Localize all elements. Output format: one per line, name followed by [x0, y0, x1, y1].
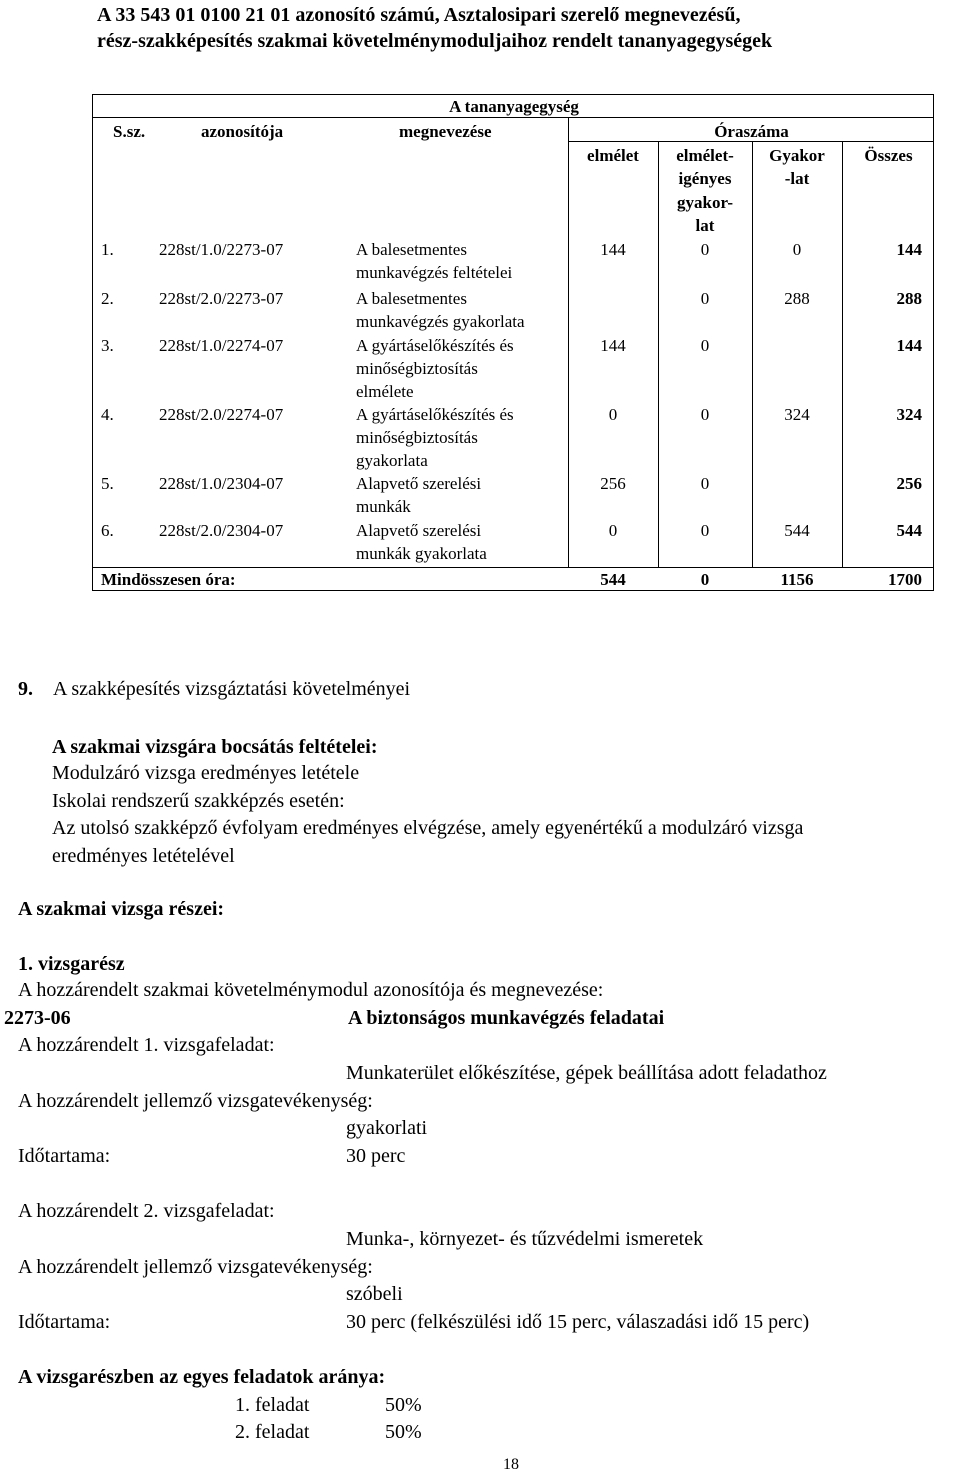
row-2-id: 228st/2.0/2273-07 — [159, 289, 284, 308]
row-5-name-1: Alapvető szerelési — [356, 474, 482, 493]
row-1-name-1: A balesetmentes — [356, 240, 467, 259]
arany-title: A vizsgarészben az egyes feladatok aránya: — [18, 1366, 386, 1388]
row-3-name-3: elmélete — [356, 382, 414, 401]
modul-code: 2273-06 — [4, 1007, 71, 1029]
table-rule — [752, 141, 753, 567]
bocsatas-line-2: Iskolai rendszerű szakképzés esetén: — [52, 790, 345, 812]
row-6-osszes: 544 — [896, 521, 922, 540]
row-3-elmeletigenyes: 0 — [700, 336, 710, 355]
row-5-elmelet: 256 — [600, 474, 626, 493]
total-label: Mindösszesen óra: — [101, 570, 236, 589]
document-title-line-2: rész-szakképesítés szakmai követelménymoduljaihoz rendelt tananyagegységek — [97, 30, 773, 52]
row-1-gyakorlat: 0 — [792, 240, 802, 259]
feladat-1-label: A hozzárendelt 1. vizsgafeladat: — [18, 1034, 275, 1056]
row-6-name-2: munkák gyakorlata — [356, 544, 487, 563]
header-ssz: S.sz. — [113, 122, 146, 141]
header-elmeletigenyes-3: gyakor- — [676, 193, 734, 212]
row-3-elmelet: 144 — [600, 336, 626, 355]
row-5-ssz: 5. — [101, 474, 114, 493]
header-elmelet: elmélet — [587, 146, 639, 165]
row-3-osszes: 144 — [896, 336, 922, 355]
row-4-elmelet: 0 — [608, 405, 618, 424]
table-rule — [93, 567, 933, 568]
row-2-name-2: munkavégzés gyakorlata — [356, 312, 525, 331]
row-2-elmeletigenyes: 0 — [700, 289, 710, 308]
row-5-osszes: 256 — [896, 474, 922, 493]
tevekenyseg-1-label: A hozzárendelt jellemző vizsgatevékenység: — [18, 1090, 373, 1112]
reszei-title: A szakmai vizsga részei: — [18, 898, 225, 920]
row-6-gyakorlat: 544 — [784, 521, 810, 540]
header-megnevezes: megnevezése — [399, 122, 492, 141]
row-4-name-2: minőségbiztosítás — [356, 428, 478, 447]
row-1-id: 228st/1.0/2273-07 — [159, 240, 284, 259]
idotartam-1-label: Időtartama: — [18, 1145, 111, 1167]
tevekenyseg-1-value: gyakorlati — [346, 1117, 428, 1139]
row-4-osszes: 324 — [896, 405, 922, 424]
page-number: 18 — [503, 1456, 519, 1473]
feladat-1-value: Munkaterület előkészítése, gépek beállítása adott feladathoz — [346, 1062, 827, 1084]
row-1-elmeletigenyes: 0 — [700, 240, 710, 259]
row-1-elmelet: 144 — [600, 240, 626, 259]
tananyag-table — [92, 94, 934, 591]
feladat-2-value: Munka-, környezet- és tűzvédelmi ismeretek — [346, 1228, 704, 1250]
row-6-name-1: Alapvető szerelési — [356, 521, 482, 540]
header-elmeletigenyes-1: elmélet- — [676, 146, 734, 165]
header-azonosito: azonosítója — [201, 122, 284, 141]
idotartam-2-value: 30 perc (felkészülési idő 15 perc, válaszadási idő 15 perc) — [346, 1311, 810, 1333]
row-5-id: 228st/1.0/2304-07 — [159, 474, 284, 493]
total-gyakorlat: 1156 — [780, 570, 814, 589]
modul-label: A hozzárendelt szakmai követelménymodul azonosítója és megnevezése: — [18, 979, 604, 1001]
tevekenyseg-2-value: szóbeli — [346, 1283, 403, 1305]
row-6-id: 228st/2.0/2304-07 — [159, 521, 284, 540]
arany-2-label: 2. feladat — [235, 1421, 310, 1443]
idotartam-2-label: Időtartama: — [18, 1311, 111, 1333]
total-osszes: 1700 — [888, 570, 922, 589]
header-gyakorlat-2: -lat — [784, 169, 810, 188]
row-3-name-1: A gyártáselőkészítés és — [356, 336, 514, 355]
row-4-ssz: 4. — [101, 405, 114, 424]
row-1-name-2: munkavégzés feltételei — [356, 263, 513, 282]
arany-2-value: 50% — [385, 1421, 422, 1443]
bocsatas-line-4: eredményes letételével — [52, 845, 235, 867]
row-1-osszes: 144 — [896, 240, 922, 259]
row-3-name-2: minőségbiztosítás — [356, 359, 478, 378]
section-heading: A szakképesítés vizsgáztatási követelményei — [53, 678, 411, 700]
idotartam-1-value: 30 perc — [346, 1145, 406, 1167]
row-4-name-3: gyakorlata — [356, 451, 428, 470]
row-2-osszes: 288 — [896, 289, 922, 308]
section-number: 9. — [18, 678, 33, 700]
arany-1-value: 50% — [385, 1394, 422, 1416]
row-2-name-1: A balesetmentes — [356, 289, 467, 308]
modul-name: A biztonságos munkavégzés feladatai — [348, 1007, 665, 1029]
row-3-ssz: 3. — [101, 336, 114, 355]
bocsatas-line-3: Az utolsó szakképző évfolyam eredményes elvégzése, amely egyenértékű a modulzáró vizsga — [52, 817, 804, 839]
row-2-gyakorlat: 288 — [784, 289, 810, 308]
row-4-elmeletigenyes: 0 — [700, 405, 710, 424]
tevekenyseg-2-label: A hozzárendelt jellemző vizsgatevékenység: — [18, 1256, 373, 1278]
row-2-ssz: 2. — [101, 289, 114, 308]
row-5-name-2: munkák — [356, 497, 411, 516]
row-4-name-1: A gyártáselőkészítés és — [356, 405, 514, 424]
total-elmelet: 544 — [600, 570, 626, 589]
row-4-id: 228st/2.0/2274-07 — [159, 405, 284, 424]
header-tananyag: A tananyagegység — [449, 97, 579, 116]
vizsgaresz-title: 1. vizsgarész — [18, 953, 125, 975]
row-6-elmelet: 0 — [608, 521, 618, 540]
arany-1-label: 1. feladat — [235, 1394, 310, 1416]
bocsatas-line-1: Modulzáró vizsga eredményes letétele — [52, 762, 360, 784]
row-4-gyakorlat: 324 — [784, 405, 810, 424]
row-6-elmeletigenyes: 0 — [700, 521, 710, 540]
row-3-id: 228st/1.0/2274-07 — [159, 336, 284, 355]
header-elmeletigenyes-2: igényes — [678, 169, 732, 188]
header-osszes: Összes — [864, 146, 913, 165]
header-oraszama: Óraszáma — [714, 122, 789, 141]
bocsatas-title: A szakmai vizsgára bocsátás feltételei: — [52, 736, 378, 758]
feladat-2-label: A hozzárendelt 2. vizsgafeladat: — [18, 1200, 275, 1222]
row-6-ssz: 6. — [101, 521, 114, 540]
header-elmeletigenyes-4: lat — [695, 216, 715, 235]
total-elmeletigenyes: 0 — [700, 570, 710, 589]
row-5-elmeletigenyes: 0 — [700, 474, 710, 493]
document-title-line-1: A 33 543 01 0100 21 01 azonosító számú, Asztalosipari szerelő megnevezésű, — [97, 4, 741, 26]
row-1-ssz: 1. — [101, 240, 114, 259]
header-gyakorlat-1: Gyakor — [769, 146, 825, 165]
